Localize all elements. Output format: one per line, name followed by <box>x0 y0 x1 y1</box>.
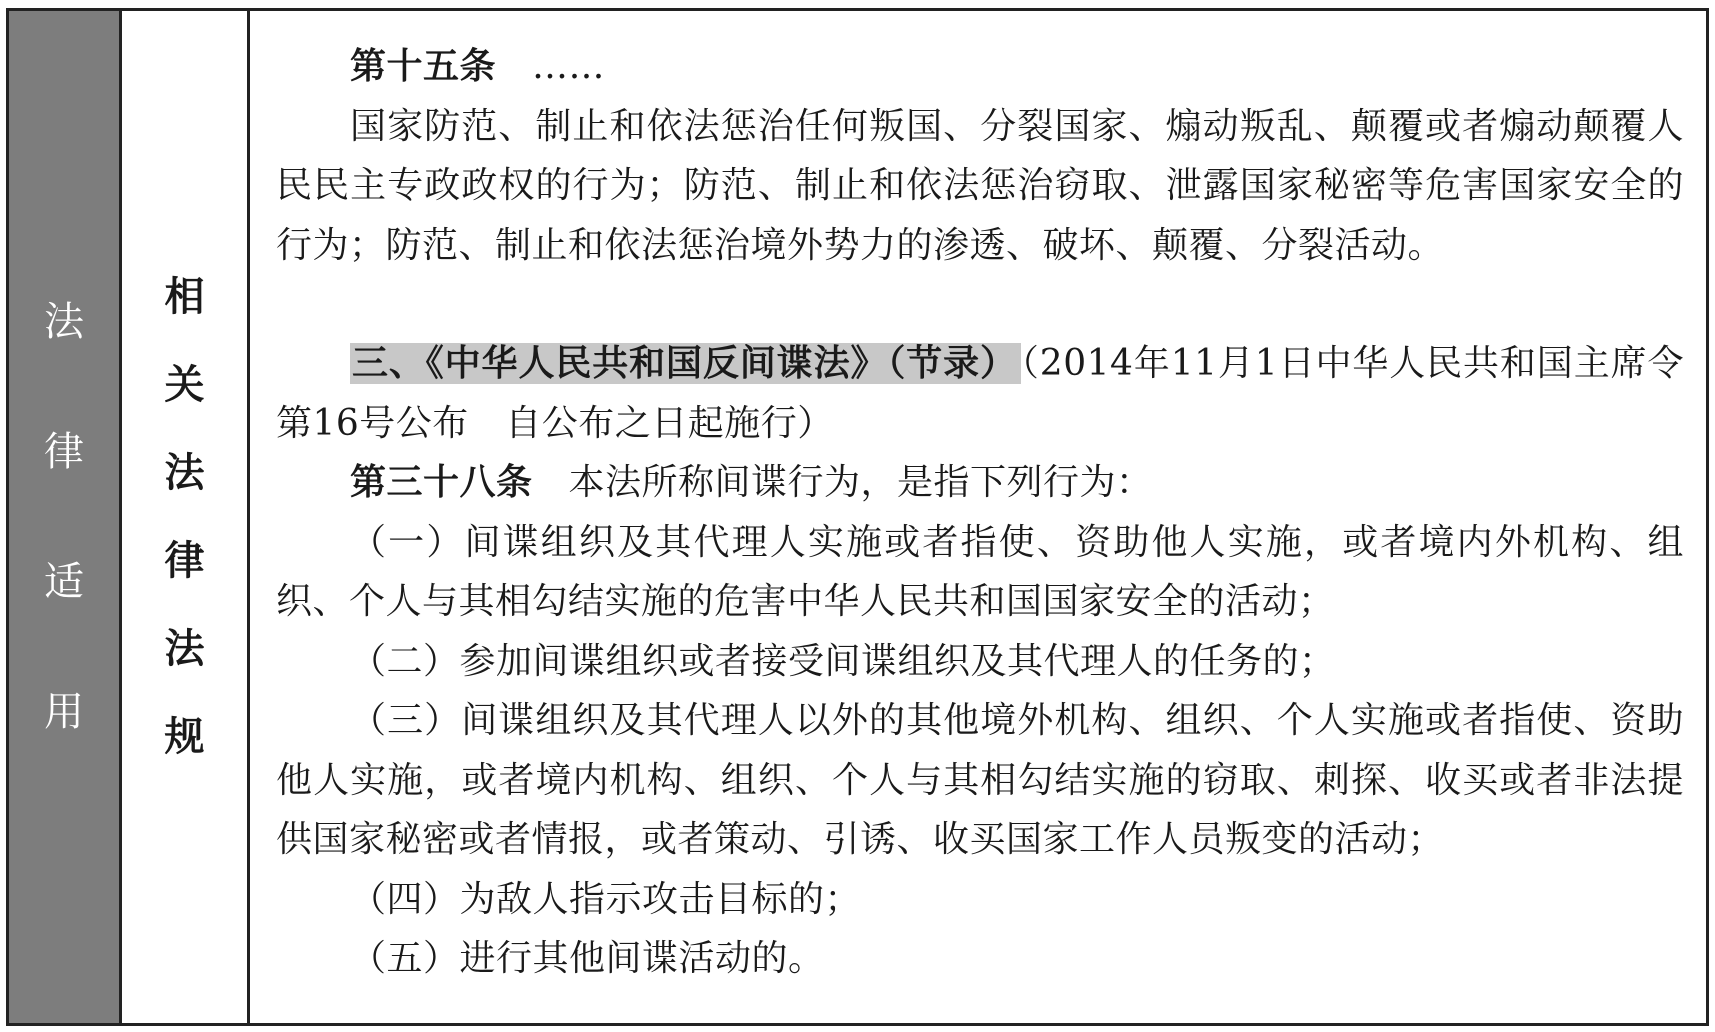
article-15-ellipsis: …… <box>532 46 606 87</box>
article-38-header <box>276 453 1684 513</box>
article-38-title: 第三十八条 <box>350 462 533 503</box>
article-item: （三）间谍组织及其代理人以外的其他境外机构、组织、个人实施或者指使、资助他人实施，或者境内机构、组织、个人与其相勾结实施的窃取、刺探、收买或者非法提供国家秘密或者情报，或者策动、引诱、收买国家工作人员叛变的活动； <box>276 700 1684 860</box>
section-char: 规 <box>164 714 205 760</box>
article-item: （一）间谍组织及其代理人实施或者指使、资助他人实施，或者境内外机构、组织、个人与其相勾结实施的危害中华人民共和国国家安全的活动； <box>276 521 1684 622</box>
paragraph-gap <box>276 275 1684 334</box>
category-column <box>9 11 122 1023</box>
content-column <box>250 11 1706 1023</box>
category-char: 律 <box>44 429 84 475</box>
law-note: （2014年11月1日中华人民共和国主席令第16号公布 自公布之日起施行） <box>276 343 1684 444</box>
section-char: 关 <box>164 362 205 408</box>
section-char: 相 <box>164 274 205 320</box>
article-item: （二）参加间谍组织或者接受间谍组织及其代理人的任务的； <box>350 640 1336 682</box>
section-char: 法 <box>164 626 205 672</box>
section-char: 律 <box>164 538 205 584</box>
legal-table <box>6 8 1709 1026</box>
article-38-intro: 本法所称间谍行为，是指下列行为： <box>568 462 1153 503</box>
law-heading: 三、《中华人民共和国反间谍法》（节录） <box>350 343 1021 384</box>
section-char: 法 <box>164 450 205 496</box>
law-heading-paragraph <box>276 334 1684 453</box>
article-item: （四）为敌人指示攻击目标的； <box>350 878 862 920</box>
category-char: 法 <box>44 299 84 345</box>
article-15-header <box>276 37 1684 97</box>
article-item: （五）进行其他间谍活动的。 <box>350 938 825 979</box>
article-15-title: 第十五条 <box>350 46 497 87</box>
section-column <box>122 11 250 1023</box>
category-char: 适 <box>44 559 84 605</box>
article-15-body: 国家防范、制止和依法惩治任何叛国、分裂国家、煽动叛乱、颠覆或者煽动颠覆人民民主专政政权的行为；防范、制止和依法惩治窃取、泄露国家秘密等危害国家安全的行为；防范、制止和依法惩治境外势力的渗透、破坏、颠覆、分裂活动。 <box>276 105 1684 266</box>
category-char: 用 <box>44 689 84 735</box>
